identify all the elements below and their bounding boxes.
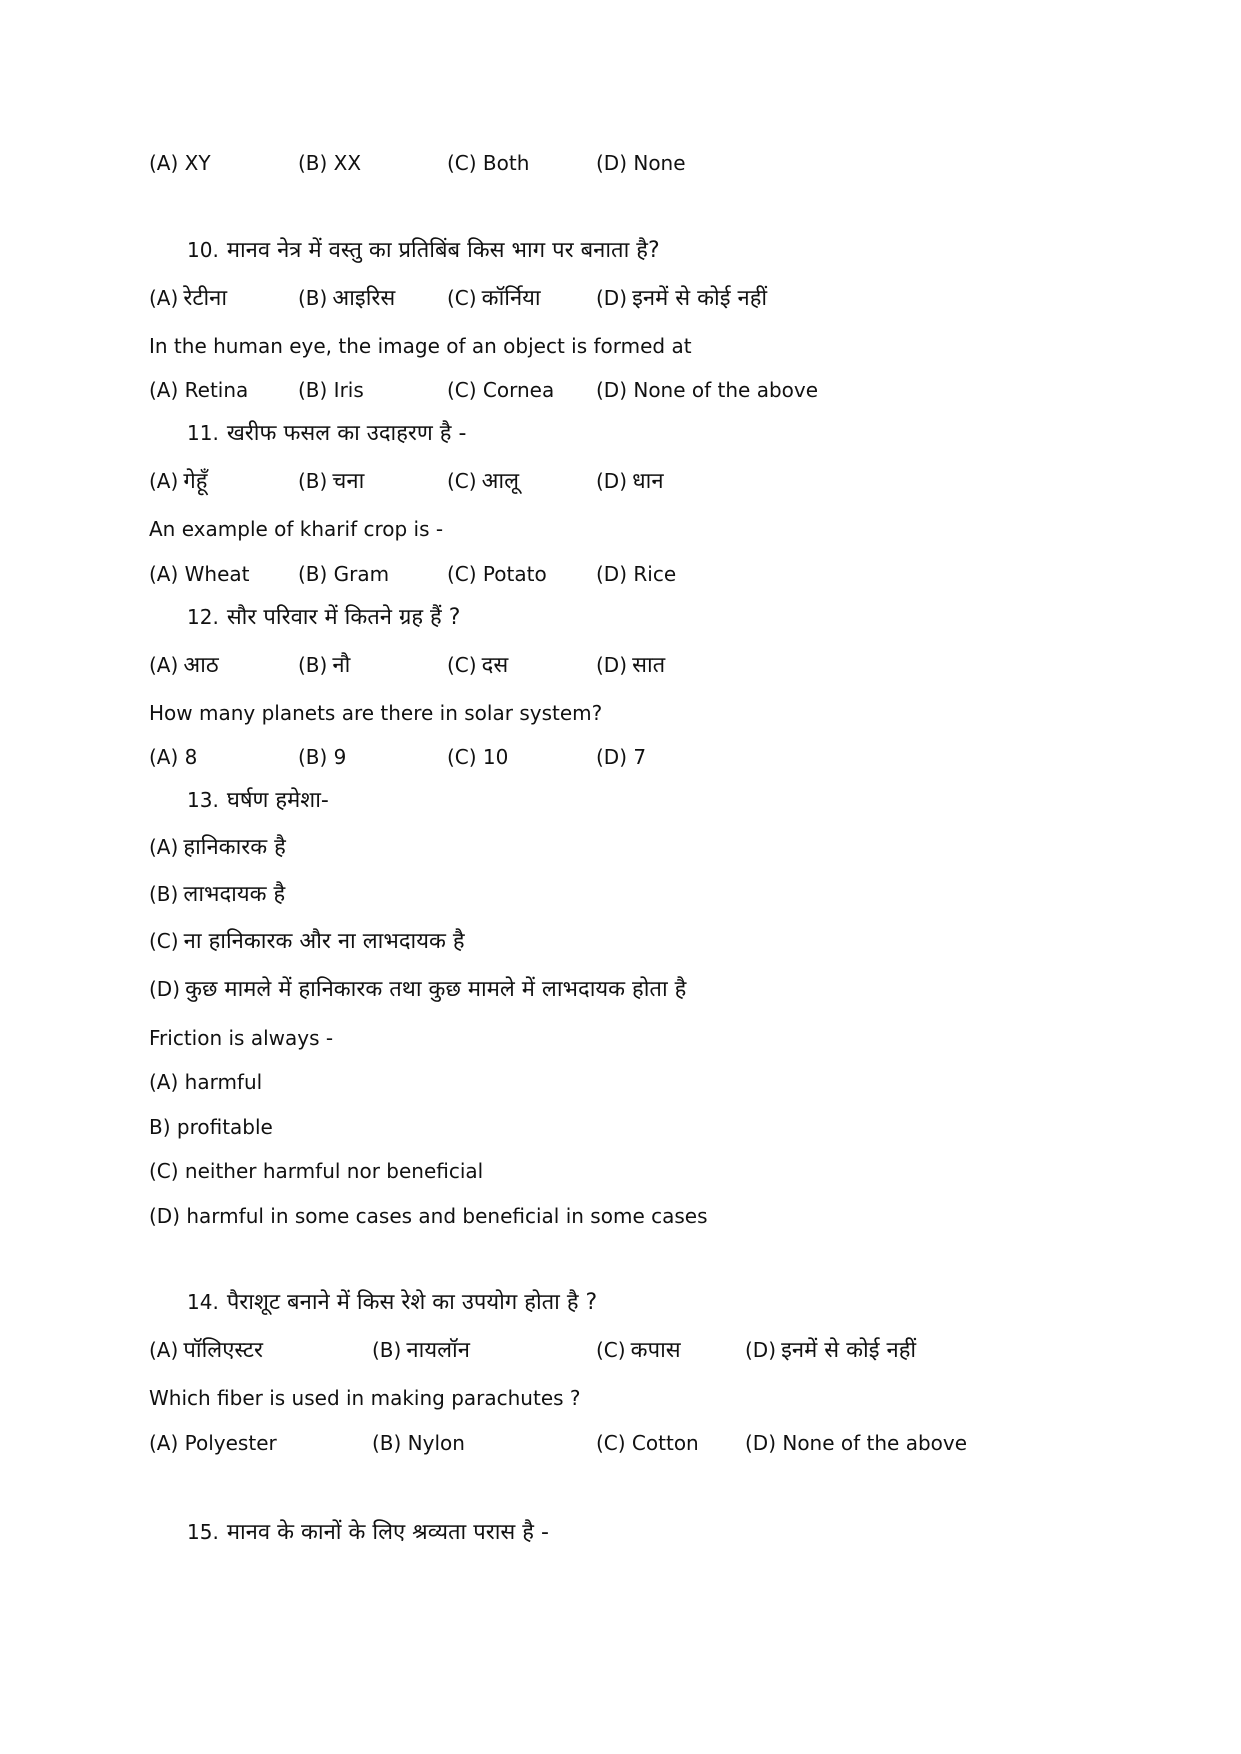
q11-hindi-option-c: (C) आलू	[447, 469, 520, 494]
q11-english-option-b: (B) Gram	[298, 562, 390, 586]
q12-number: 12.	[187, 605, 219, 629]
q10-english-question: In the human eye, the image of an object is formed at	[149, 334, 692, 358]
q10-hindi-text: मानव नेत्र में वस्तु का प्रतिबिंब किस भाग पर बनाता है?	[226, 238, 660, 263]
q13-hindi-option-d: (D) कुछ मामले में हानिकारक तथा कुछ मामले में लाभदायक होता है	[149, 977, 687, 1002]
q11-hindi-option-b: (B) चना	[298, 469, 365, 494]
q11-english-question: An example of kharif crop is -	[149, 517, 444, 541]
q10-english-option-d: (D) None of the above	[596, 378, 819, 402]
q11-hindi-text: खरीफ फसल का उदाहरण है -	[226, 421, 467, 446]
q14-number: 14.	[187, 1290, 219, 1314]
q10-hindi-option-d: (D) इनमें से कोई नहीं	[596, 286, 768, 311]
q13-hindi-option-b: (B) लाभदायक है	[149, 882, 286, 907]
q11-english-option-c: (C) Potato	[447, 562, 547, 586]
prev-option-b: (B) XX	[298, 151, 362, 175]
q14-english-question: Which fiber is used in making parachutes ?	[149, 1386, 581, 1410]
q12-hindi-question	[187, 607, 460, 629]
q14-hindi-option-c: (C) कपास	[596, 1338, 681, 1363]
q13-english-question: Friction is always -	[149, 1026, 334, 1050]
q12-english-option-b: (B) 9	[298, 745, 347, 769]
q14-english-option-b: (B) Nylon	[372, 1431, 465, 1455]
q14-hindi-text: पैराशूट बनाने में किस रेशे का उपयोग होता है ?	[226, 1290, 598, 1315]
q13-hindi-option-c: (C) ना हानिकारक और ना लाभदायक है	[149, 929, 465, 954]
q14-hindi-question	[187, 1292, 597, 1314]
q11-hindi-option-a: (A) गेहूँ	[149, 469, 208, 494]
q14-english-option-d: (D) None of the above	[745, 1431, 968, 1455]
q10-english-option-c: (C) Cornea	[447, 378, 555, 402]
q12-hindi-option-c: (C) दस	[447, 653, 509, 678]
q10-hindi-option-a: (A) रेटीना	[149, 286, 228, 311]
q13-hindi-text: घर्षण हमेशा-	[226, 788, 329, 813]
q11-hindi-option-d: (D) धान	[596, 469, 664, 494]
q12-english-option-c: (C) 10	[447, 745, 509, 769]
q14-english-option-c: (C) Cotton	[596, 1431, 699, 1455]
q12-hindi-text: सौर परिवार में कितने ग्रह हैं ?	[226, 605, 461, 630]
q15-number: 15.	[187, 1520, 219, 1544]
q11-hindi-question	[187, 423, 466, 445]
q14-hindi-option-b: (B) नायलॉन	[372, 1338, 470, 1363]
q13-english-option-d: (D) harmful in some cases and beneficial in some cases	[149, 1204, 708, 1228]
q10-hindi-option-c: (C) कॉर्निया	[447, 286, 541, 311]
q10-hindi-question	[187, 240, 660, 262]
prev-option-c: (C) Both	[447, 151, 530, 175]
prev-option-a: (A) XY	[149, 151, 211, 175]
q11-number: 11.	[187, 421, 219, 445]
q13-english-option-a: (A) harmful	[149, 1070, 263, 1094]
q12-hindi-option-a: (A) आठ	[149, 653, 219, 678]
prev-option-d: (D) None	[596, 151, 686, 175]
q12-hindi-option-b: (B) नौ	[298, 653, 351, 678]
q14-hindi-option-a: (A) पॉलिएस्टर	[149, 1338, 264, 1363]
q13-english-option-b: B) profitable	[149, 1115, 273, 1139]
q10-number: 10.	[187, 238, 219, 262]
q11-english-option-d: (D) Rice	[596, 562, 677, 586]
q12-english-question: How many planets are there in solar system?	[149, 701, 603, 725]
q15-hindi-text: मानव के कानों के लिए श्रव्यता परास है -	[226, 1520, 549, 1545]
q13-hindi-option-a: (A) हानिकारक है	[149, 835, 286, 860]
q11-english-option-a: (A) Wheat	[149, 562, 250, 586]
q10-english-option-b: (B) Iris	[298, 378, 364, 402]
q14-english-option-a: (A) Polyester	[149, 1431, 277, 1455]
q14-hindi-option-d: (D) इनमें से कोई नहीं	[745, 1338, 917, 1363]
q15-hindi-question	[187, 1522, 549, 1544]
q13-english-option-c: (C) neither harmful nor beneficial	[149, 1159, 484, 1183]
q10-hindi-option-b: (B) आइरिस	[298, 286, 396, 311]
q13-number: 13.	[187, 788, 219, 812]
q13-hindi-question	[187, 790, 329, 812]
q12-english-option-a: (A) 8	[149, 745, 198, 769]
q12-english-option-d: (D) 7	[596, 745, 647, 769]
q10-english-option-a: (A) Retina	[149, 378, 249, 402]
q12-hindi-option-d: (D) सात	[596, 653, 666, 678]
